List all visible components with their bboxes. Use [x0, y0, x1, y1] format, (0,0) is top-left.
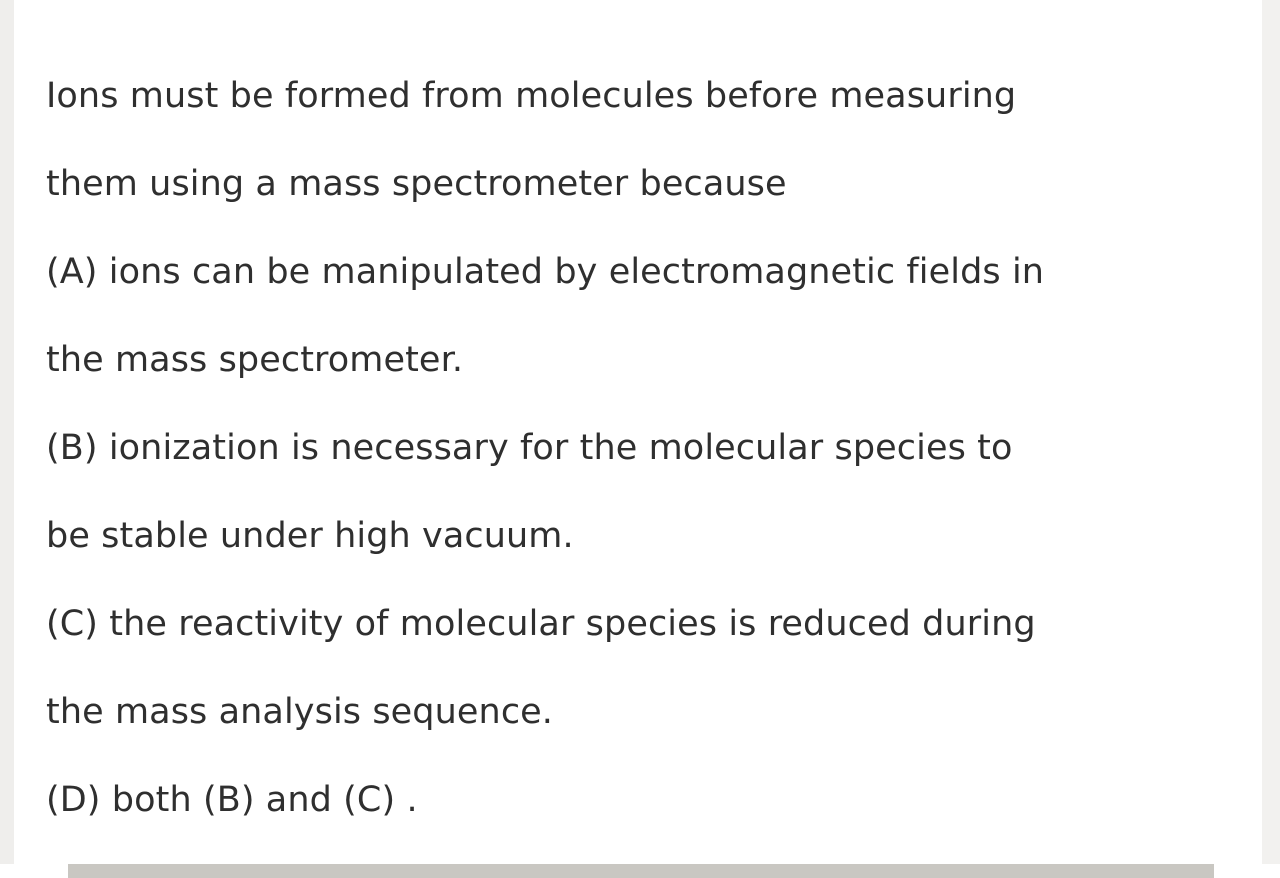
choice-b-line-1: (B) ionization is necessary for the molecular species to — [46, 428, 1013, 468]
choice-d-line-1: (D) both (B) and (C) . — [46, 780, 418, 820]
bottom-divider-bar — [68, 864, 1214, 878]
choice-a-line-2: the mass spectrometer. — [46, 340, 464, 380]
choice-c-line-2: the mass analysis sequence. — [46, 692, 554, 732]
left-margin-strip — [0, 0, 14, 878]
question-block — [46, 52, 1186, 844]
question-stem-line-1: Ions must be formed from molecules before measuring — [46, 76, 1017, 116]
choice-c-line-1: (C) the reactivity of molecular species is reduced during — [46, 604, 1036, 644]
choice-b-line-2: be stable under high vacuum. — [46, 516, 574, 556]
question-stem-line-2: them using a mass spectrometer because — [46, 164, 787, 204]
choice-a-line-1: (A) ions can be manipulated by electromagnetic fields in — [46, 252, 1045, 292]
right-margin-strip — [1262, 0, 1280, 878]
